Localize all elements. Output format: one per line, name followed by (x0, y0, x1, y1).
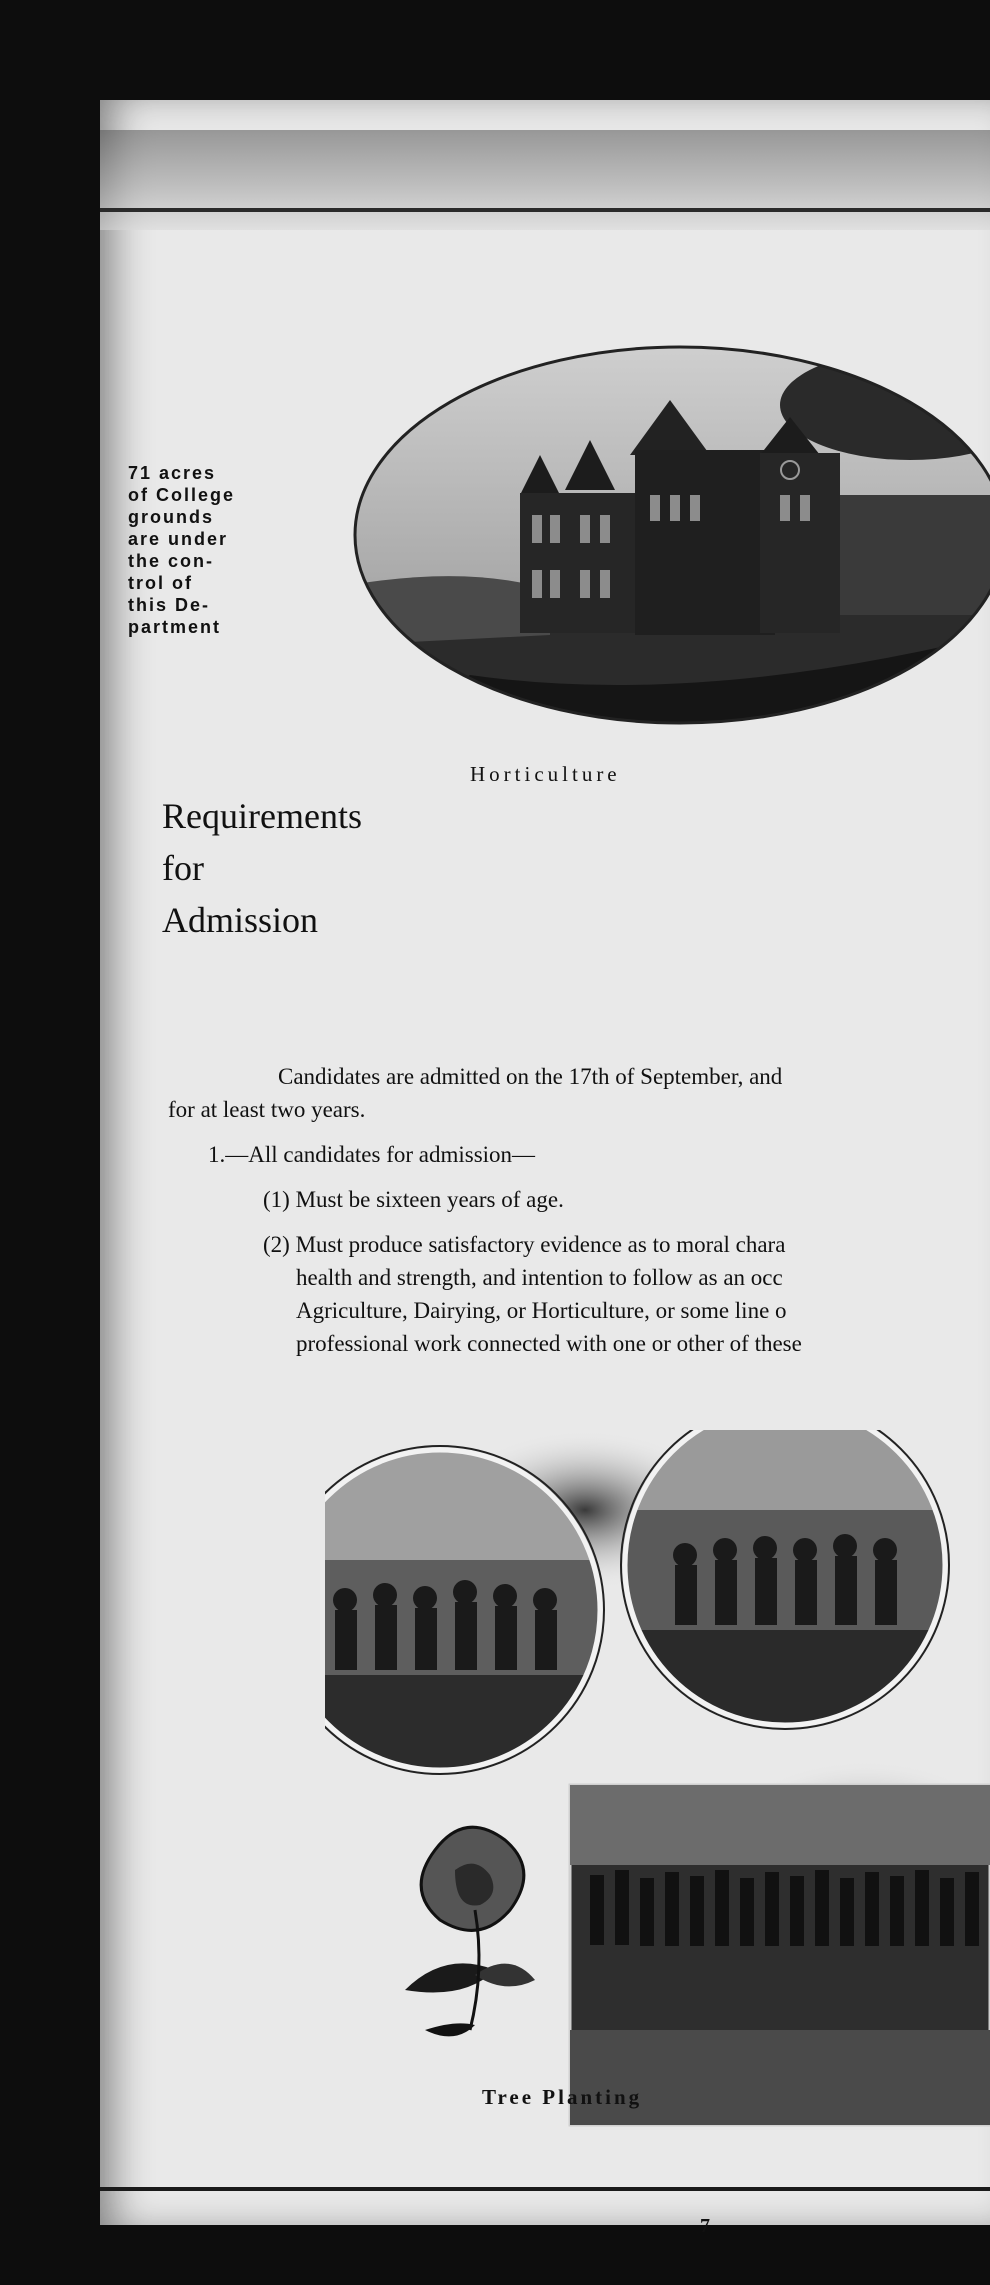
document-page (100, 100, 990, 2237)
rose-ornament (405, 1827, 535, 2036)
intro-line: for at least two years. (168, 1097, 366, 1122)
margin-note-line: trol of (128, 573, 193, 593)
tree-planting-caption: Tree Planting (482, 2085, 643, 2109)
requirement-item-1: 1.—All candidates for admission— (208, 1142, 536, 1167)
admission-text (168, 1060, 990, 1372)
heading-line: for (162, 848, 204, 888)
sub-item-age (263, 1183, 990, 1216)
margin-note (128, 462, 248, 638)
horticulture-caption: Horticulture (470, 762, 621, 786)
sub-item-text: Must be sixteen years of age. (295, 1187, 564, 1212)
margin-note-line: are under (128, 529, 229, 549)
margin-note-line: of College (128, 485, 236, 505)
horticulture-building-photo (350, 345, 990, 750)
sub-item-evidence (263, 1228, 990, 1360)
intro-paragraph (168, 1060, 990, 1126)
sub-item-text: professional work connected with one or other of these (296, 1331, 802, 1356)
margin-note-line: this De- (128, 595, 211, 615)
tree-planting-collage (325, 1430, 990, 2150)
heading-line: Admission (162, 900, 319, 940)
header-rule (100, 208, 990, 212)
sub-item-text: Agriculture, Dairying, or Horticulture, or some line o (296, 1298, 787, 1323)
sub-item-text: Must produce satisfactory evidence as to moral chara (295, 1232, 786, 1257)
section-heading (162, 790, 362, 946)
sub-item-text: health and strength, and intention to follow as an occ (296, 1265, 783, 1290)
margin-note-line: grounds (128, 507, 214, 527)
intro-line: Candidates are admitted on the 17th of September, and (278, 1064, 783, 1089)
page-number: 7 (700, 2215, 710, 2237)
sub-item-number: (1) (263, 1187, 290, 1212)
page-header-shading (100, 130, 990, 230)
heading-line: Requirements (162, 796, 362, 836)
margin-note-line: 71 acres (128, 463, 217, 483)
sub-item-number: (2) (263, 1232, 290, 1257)
margin-note-line: partment (128, 617, 222, 637)
margin-note-line: the con- (128, 551, 214, 571)
footer-rule (100, 2187, 990, 2191)
